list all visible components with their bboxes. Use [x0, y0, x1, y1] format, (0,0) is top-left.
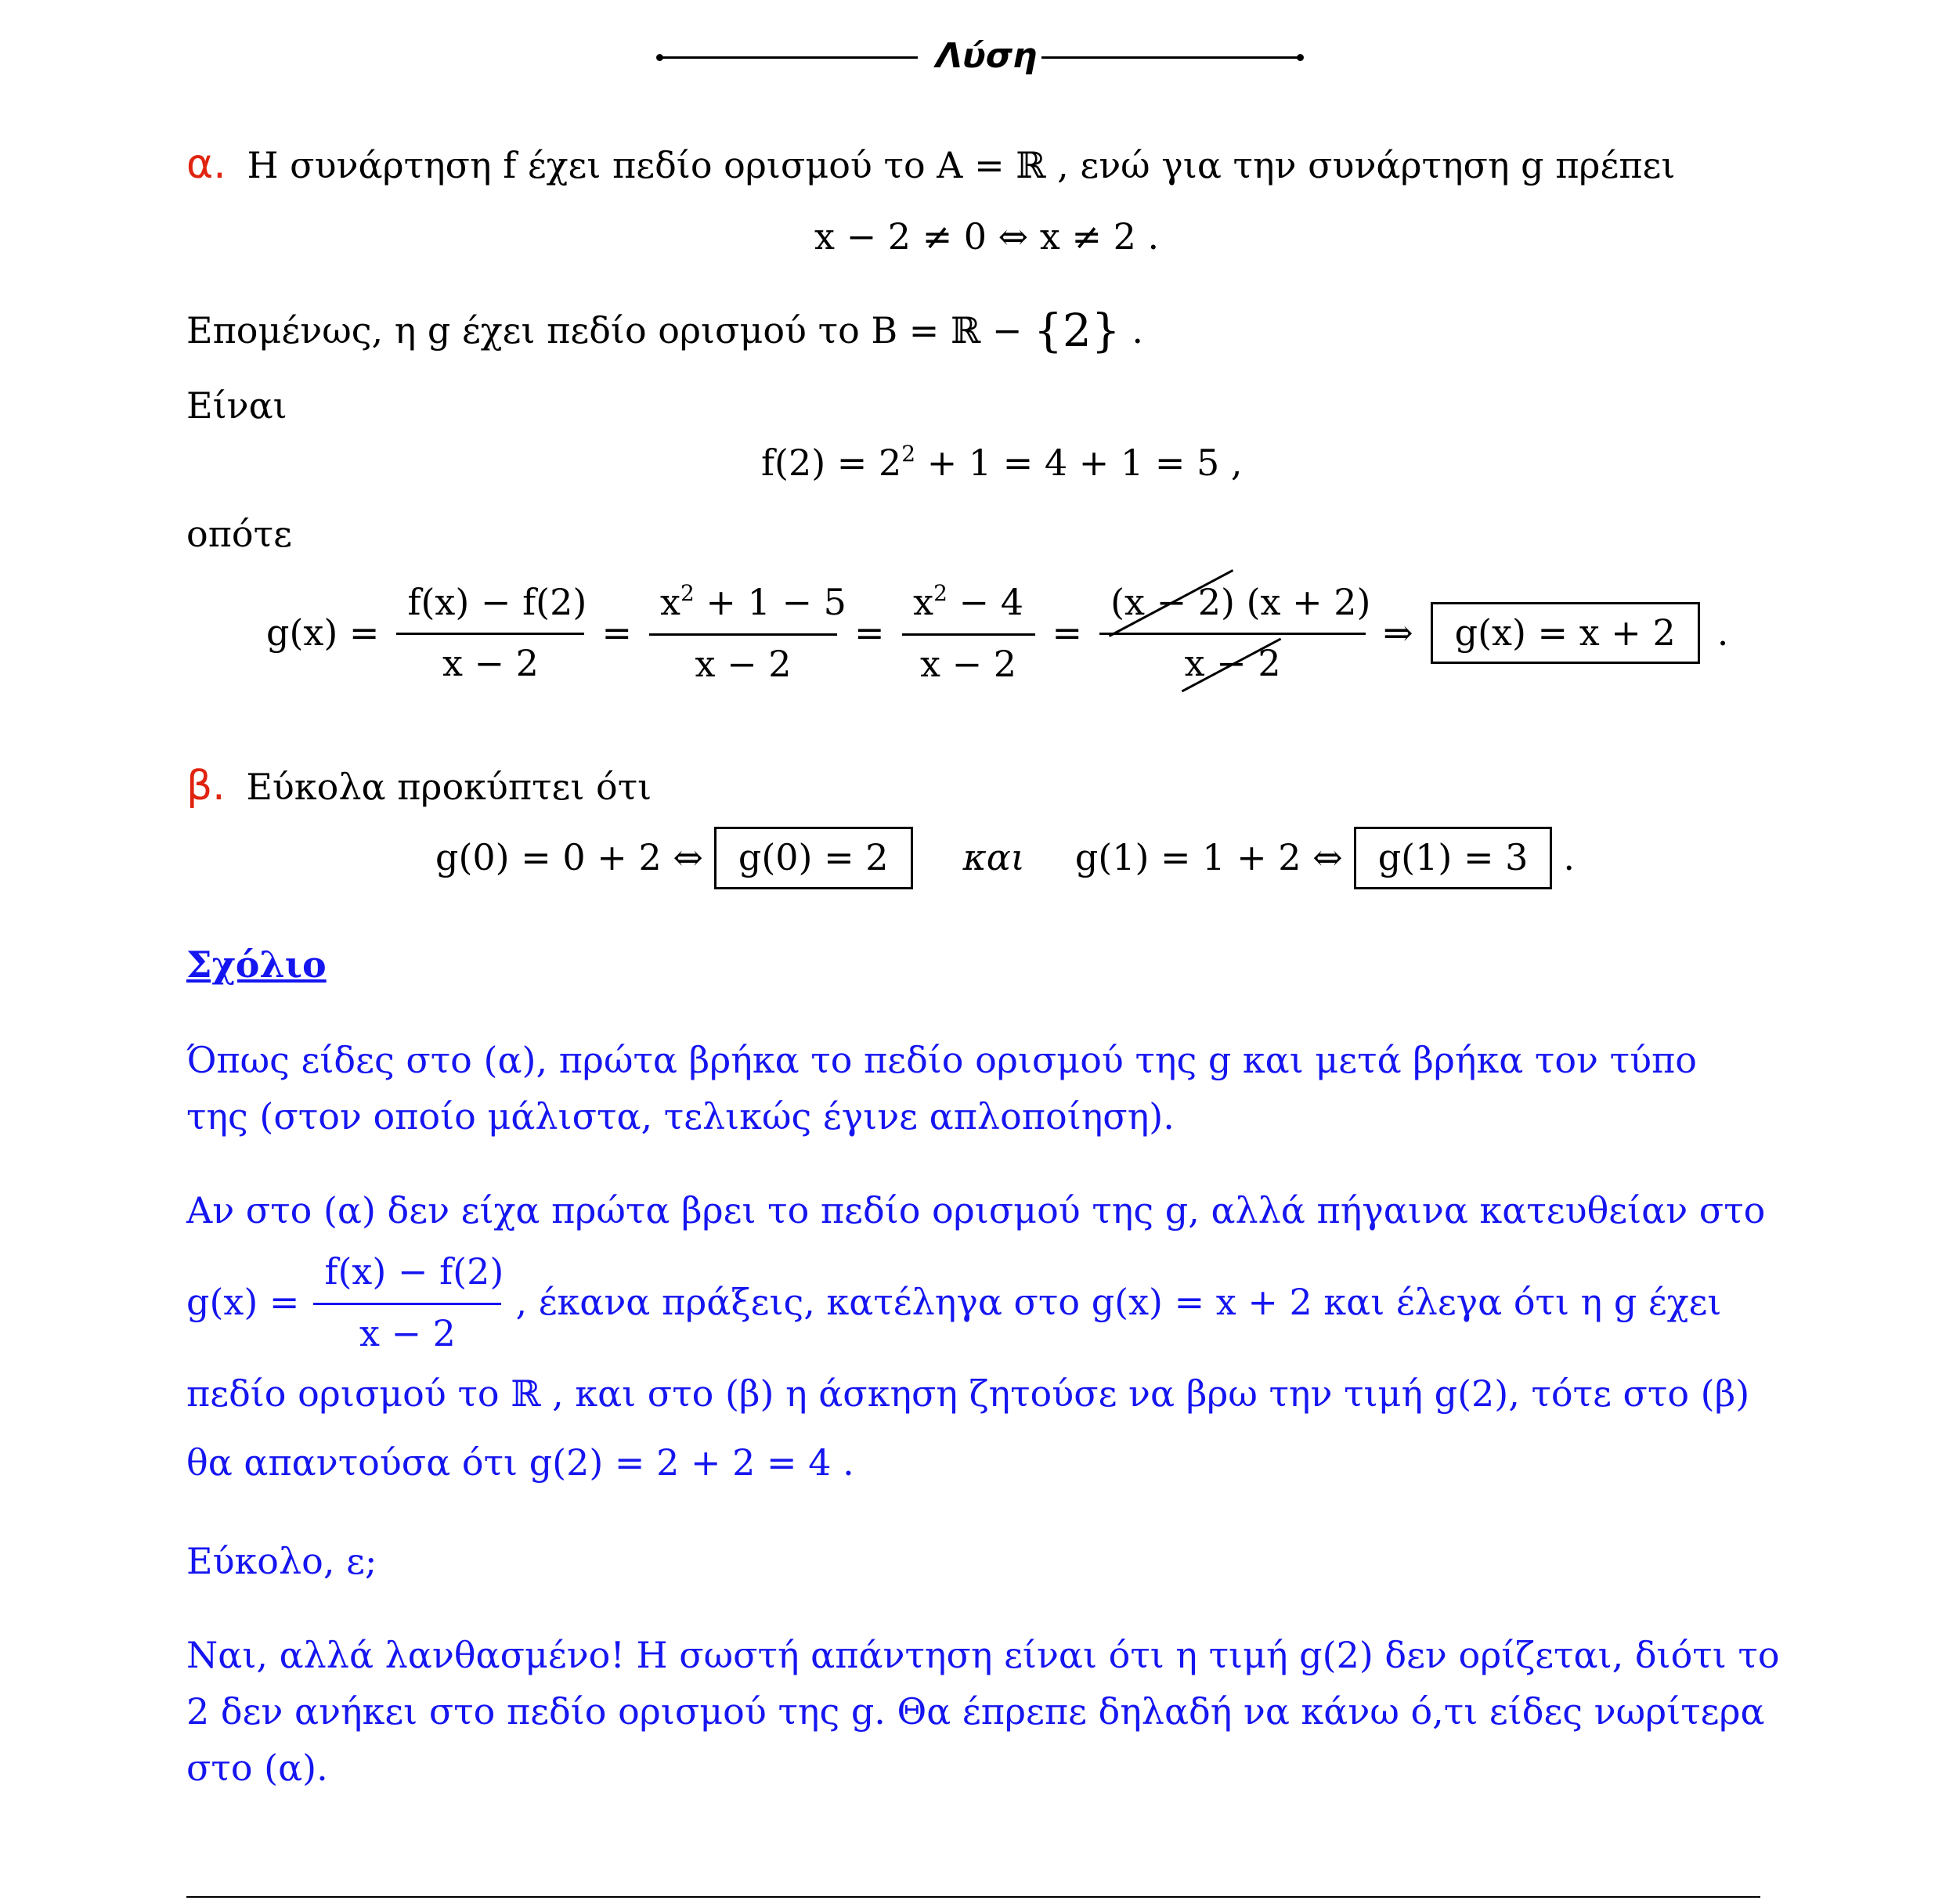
fraction-1-numerator: f(x) − f(2) — [396, 580, 584, 636]
fraction-1-denominator: x − 2 — [442, 642, 539, 684]
fraction-2-numerator: $x^2 + 1 - 5$ — [649, 579, 837, 636]
fraction-2-denominator: x − 2 — [695, 642, 792, 685]
comment-p2-line2-rest: , έκανα πράξεις, κατέληγα στο g(x) = x + 2 και έλεγα ότι η g έχει — [515, 1281, 1722, 1324]
comment-fraction-numerator: f(x) − f(2) — [313, 1250, 501, 1305]
comment-p4-line3: στο (α). — [186, 1747, 328, 1789]
part-a-domain-period: . — [1132, 309, 1143, 352]
part-a-einai: Είναι — [186, 384, 287, 427]
fraction-1 — [396, 580, 587, 687]
g0-result-box: g(0) = 2 — [714, 827, 913, 889]
comment-fraction-denominator: x − 2 — [359, 1311, 456, 1354]
fraction-4 — [1099, 580, 1371, 687]
part-a-opote: οπότε — [186, 513, 292, 555]
g0-expression: g(0) = 0 + 2 ⇔ — [435, 836, 703, 878]
comment-p4-line2: 2 δεν ανήκει στο πεδίο ορισμού της g. Θα έπρεπε δηλαδή να κάνω ό,τι είδες νωρίτερα — [186, 1690, 1765, 1733]
part-b-intro: Εύκολα προκύπτει ότι — [246, 766, 652, 808]
g1-result-box: g(1) = 3 — [1354, 827, 1553, 889]
fraction-3-numerator: $x^2 - 4$ — [902, 579, 1035, 636]
gx-derivation — [266, 579, 1728, 687]
comment-p4-line1: Ναι, αλλά λανθασμένο! Η σωστή απάντηση είναι ότι η τιμή g(2) δεν ορίζεται, διότι το — [186, 1634, 1780, 1676]
header-left-rule — [659, 56, 918, 59]
fraction-4-numerator — [1099, 580, 1371, 636]
header-right-dot — [1297, 54, 1304, 61]
comment-gx-lhs: g(x) = — [186, 1281, 300, 1324]
comment-p1-line1: Όπως είδες στο (α), πρώτα βρήκα το πεδίο ορισμού της g και μετά βρήκα τον τύπο — [186, 1039, 1697, 1081]
comment-p2-line2 — [186, 1250, 1721, 1356]
comment-fraction — [313, 1250, 504, 1356]
kai-word: και — [962, 836, 1025, 878]
part-a-f2-equation — [761, 440, 1243, 486]
part-b-intro-line — [186, 761, 652, 812]
fraction-3-denominator: x − 2 — [920, 642, 1017, 685]
f2-exponent: 2 — [901, 441, 916, 467]
header-right-rule — [1041, 56, 1300, 59]
part-a-domain-set: {2} — [1034, 304, 1121, 357]
comment-title: Σχόλιο — [186, 943, 327, 986]
part-b-values — [435, 827, 1575, 889]
part-b-label: β. — [186, 763, 226, 810]
gx-result-box: g(x) = x + 2 — [1431, 602, 1700, 665]
part-a-domain-text: Επομένως, η g έχει πεδίο ορισμού το B = ℝ − — [186, 309, 1023, 352]
fraction-3 — [902, 579, 1035, 687]
f2-base: f(2) = 2 — [761, 442, 902, 484]
part-a-label: α. — [186, 141, 226, 188]
comment-p3: Εύκολο, ε; — [186, 1540, 377, 1582]
part-a-domain-line — [186, 302, 1143, 359]
fraction-4-denominator — [1099, 635, 1366, 687]
comment-p1-line2: της (στον οποίο μάλιστα, τελικώς έγινε απλοποίηση). — [186, 1095, 1175, 1138]
equals-2: = — [854, 611, 885, 654]
footer-rule — [186, 1896, 1760, 1898]
fraction-2 — [649, 579, 846, 687]
implies-arrow: ⇒ — [1383, 611, 1413, 654]
part-a-intro-line — [186, 139, 1675, 190]
remaining-factor: (x + 2) — [1246, 580, 1371, 623]
part-a-intro: Η συνάρτηση f έχει πεδίο ορισμού το A = ℝ , ενώ για την συνάρτηση g πρέπει — [247, 144, 1676, 186]
comment-p2-line3: πεδίο ορισμού το ℝ , και στο (β) η άσκηση ζητούσε να βρω την τιμή g(2), τότε στο (β) — [186, 1372, 1750, 1415]
part-b-period: . — [1563, 836, 1576, 878]
f2-rest: + 1 = 4 + 1 = 5 , — [915, 442, 1243, 484]
comment-p2-line4: θα απαντούσα ότι g(2) = 2 + 2 = 4 . — [186, 1441, 854, 1484]
equals-3: = — [1052, 611, 1083, 654]
gx-lhs: g(x) = — [266, 611, 380, 654]
page-heading: Λύση — [936, 36, 1038, 76]
cancelled-denominator: x − 2 — [1185, 641, 1281, 687]
part-a-condition: x − 2 ≠ 0 ⇔ x ≠ 2 . — [814, 215, 1160, 258]
equals-1: = — [601, 611, 632, 654]
gx-period: . — [1716, 611, 1729, 654]
comment-p2-line1: Αν στο (α) δεν είχα πρώτα βρει το πεδίο ορισμού της g, αλλά πήγαινα κατευθείαν στο — [186, 1189, 1766, 1231]
g1-expression: g(1) = 1 + 2 ⇔ — [1074, 836, 1343, 878]
cancelled-factor: (x − 2) — [1110, 580, 1235, 626]
